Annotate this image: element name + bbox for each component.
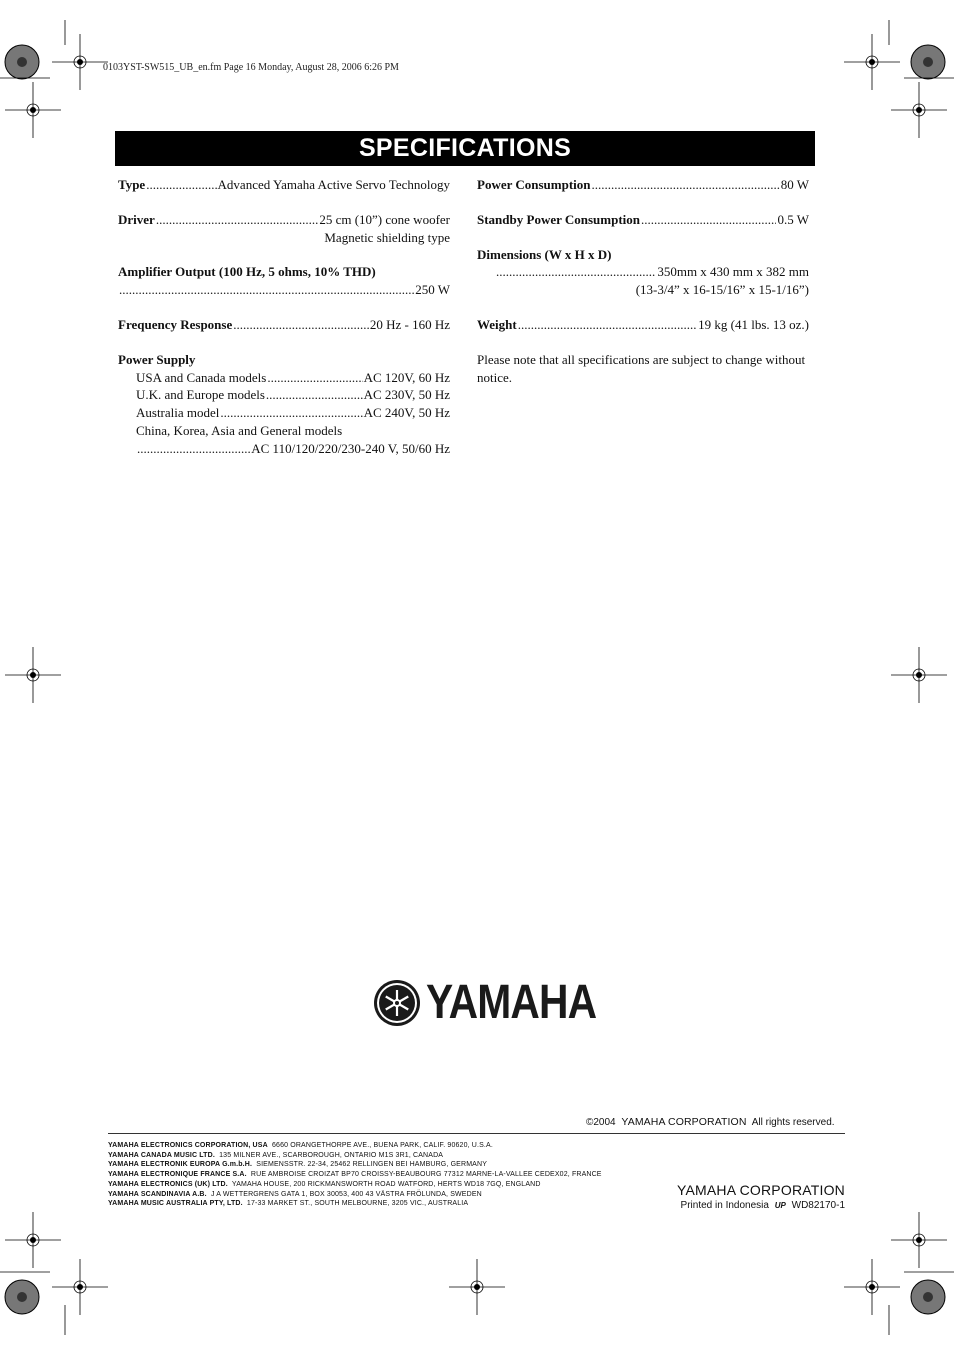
leader-dots bbox=[156, 211, 319, 229]
company-address: YAMAHA HOUSE, 200 RICKMANSWORTH ROAD WATFORD, HERTS WD18 7GQ, ENGLAND bbox=[231, 1180, 541, 1188]
spec-label: Frequency Response bbox=[118, 316, 233, 332]
spec-value: 250 W bbox=[415, 282, 450, 298]
company-name: YAMAHA ELECTRONIQUE FRANCE S.A. bbox=[108, 1171, 247, 1179]
address-line bbox=[108, 1151, 602, 1161]
address-line bbox=[108, 1160, 602, 1170]
logo-wordmark: YAMAHA bbox=[426, 976, 597, 1029]
model-label: U.K. and Europe models bbox=[136, 387, 265, 403]
spec-label: Power Consumption bbox=[477, 177, 591, 192]
address-line bbox=[108, 1141, 602, 1151]
company-address: RUE AMBROISE CROIZAT BP70 CROISSY-BEAUBOURG 77312 MARNE-LA-VALLEE CEDEX02, FRANCE bbox=[250, 1171, 602, 1179]
leader-dots bbox=[233, 316, 369, 334]
corporation-name: YAMAHA CORPORATION bbox=[677, 1182, 845, 1198]
spec-standby-power bbox=[477, 211, 809, 229]
spec-weight bbox=[477, 316, 809, 334]
spec-value: 0.5 W bbox=[777, 211, 809, 227]
model-value: AC 120V, 60 Hz bbox=[363, 369, 450, 385]
spec-label: Standby Power Consumption bbox=[477, 211, 641, 227]
address-line bbox=[108, 1190, 602, 1200]
copyright-rights: All rights reserved. bbox=[751, 1117, 835, 1128]
leader-dots bbox=[146, 176, 216, 194]
leader-dots bbox=[220, 404, 362, 422]
company-address: J A WETTERGRENS GATA 1, BOX 30053, 400 43 VÄSTRA FRÖLUNDA, SWEDEN bbox=[210, 1190, 482, 1198]
spec-power-consumption bbox=[477, 176, 809, 194]
model-label: China, Korea, Asia and General models bbox=[136, 422, 343, 438]
spec-label: Weight bbox=[477, 316, 517, 332]
leader-dots bbox=[592, 176, 780, 194]
printed-line bbox=[681, 1200, 845, 1211]
copyright-line bbox=[586, 1116, 835, 1128]
spec-driver bbox=[118, 211, 450, 247]
company-name: YAMAHA SCANDINAVIA A.B. bbox=[108, 1190, 207, 1198]
company-name: YAMAHA MUSIC AUSTRALIA PTY, LTD. bbox=[108, 1200, 243, 1208]
spec-type bbox=[118, 176, 450, 194]
spec-amp-output bbox=[118, 263, 450, 299]
address-line bbox=[108, 1170, 602, 1180]
leader-dots bbox=[641, 211, 776, 229]
footer-divider bbox=[108, 1133, 845, 1134]
address-line bbox=[108, 1199, 602, 1209]
spec-value: 80 W bbox=[780, 177, 809, 192]
leader-dots bbox=[266, 386, 363, 404]
spec-value: 350mm x 430 mm x 382 mm bbox=[657, 264, 809, 280]
spec-value: 25 cm (10”) cone woofer bbox=[319, 211, 450, 227]
leader-dots bbox=[518, 316, 697, 334]
model-value: AC 110/120/220/230-240 V, 50/60 Hz bbox=[251, 440, 450, 456]
spec-value: 20 Hz - 160 Hz bbox=[369, 316, 450, 332]
specs-left-column bbox=[118, 176, 450, 475]
copyright-year: ©2004 bbox=[586, 1117, 616, 1128]
title-bar bbox=[115, 131, 815, 166]
company-name: YAMAHA ELECTRONIK EUROPA G.m.b.H. bbox=[108, 1161, 253, 1169]
spec-label: Driver bbox=[118, 211, 155, 227]
spec-frequency-response bbox=[118, 316, 450, 334]
leader-dots bbox=[267, 369, 362, 387]
company-name: YAMAHA ELECTRONICS (UK) LTD. bbox=[108, 1180, 228, 1188]
up-logo: UP bbox=[774, 1201, 786, 1210]
model-value: AC 230V, 50 Hz bbox=[363, 387, 450, 403]
spec-value-secondary: Magnetic shielding type bbox=[324, 229, 450, 245]
spec-value: 19 kg (41 lbs. 13 oz.) bbox=[698, 316, 809, 332]
company-address: 135 MILNER AVE., SCARBOROUGH, ONTARIO M1S 3R1, CANADA bbox=[219, 1151, 444, 1159]
company-address: SIEMENSSTR. 22-34, 25462 RELLINGEN BEI HAMBURG, GERMANY bbox=[256, 1161, 488, 1169]
file-info: 0103YST-SW515_UB_en.fm Page 16 Monday, August 28, 2006 6:26 PM bbox=[103, 62, 399, 73]
address-list bbox=[108, 1141, 602, 1209]
spec-label: Amplifier Output (100 Hz, 5 ohms, 10% THD) bbox=[118, 264, 376, 280]
leader-dots bbox=[119, 281, 414, 299]
spec-value-secondary: (13-3/4” x 16-15/16” x 15-1/16”) bbox=[635, 282, 809, 298]
model-value: AC 240V, 50 Hz bbox=[363, 405, 450, 421]
document-code: WD82170-1 bbox=[791, 1200, 845, 1211]
leader-dots bbox=[496, 263, 656, 281]
model-label: USA and Canada models bbox=[136, 369, 267, 385]
copyright-corp: YAMAHA CORPORATION bbox=[621, 1116, 747, 1128]
company-address: 6660 ORANGETHORPE AVE., BUENA PARK, CALIF. 90620, U.S.A. bbox=[271, 1142, 493, 1149]
spec-label: Power Supply bbox=[118, 351, 196, 367]
address-line bbox=[108, 1180, 602, 1190]
spec-value: Advanced Yamaha Active Servo Technology bbox=[217, 177, 450, 192]
printed-text: Printed in Indonesia bbox=[680, 1200, 769, 1211]
leader-dots bbox=[137, 440, 250, 458]
company-address: 17-33 MARKET ST., SOUTH MELBOURNE, 3205 VIC., AUSTRALIA bbox=[246, 1200, 469, 1208]
spec-power-supply bbox=[118, 351, 450, 458]
yamaha-logo bbox=[372, 975, 626, 1030]
spec-dimensions bbox=[477, 246, 809, 299]
tuning-fork-emblem-icon bbox=[372, 978, 422, 1028]
spec-note: Please note that all specifications are subject to change without notice. bbox=[477, 351, 806, 385]
model-label: Australia model bbox=[136, 405, 220, 421]
spec-label: Type bbox=[118, 177, 146, 192]
spec-label: Dimensions (W x H x D) bbox=[477, 246, 612, 262]
company-name: YAMAHA CANADA MUSIC LTD. bbox=[108, 1151, 215, 1159]
specs-right-column bbox=[477, 176, 809, 386]
company-name: YAMAHA ELECTRONICS CORPORATION, USA bbox=[108, 1142, 268, 1149]
page-title: SPECIFICATIONS bbox=[358, 134, 572, 162]
